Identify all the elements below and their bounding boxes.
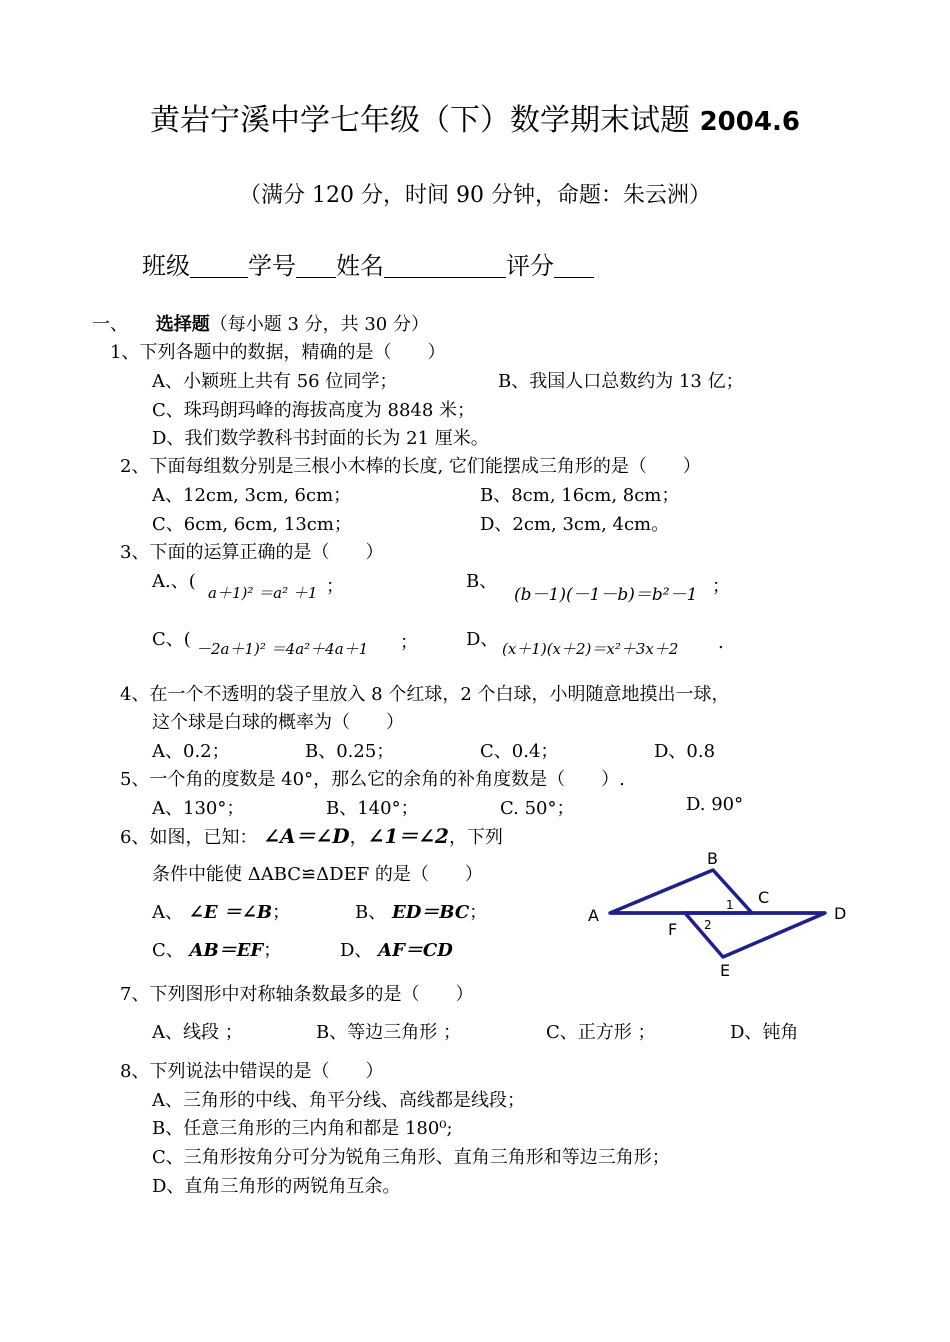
section-note: （每小题 3 分，共 30 分） [209,314,429,335]
q3-stem: 3、下面的运算正确的是（ ） [120,542,384,563]
q4-stem: 4、在一个不透明的袋子里放入 8 个红球，2 个白球，小明随意地摸出一球， [120,684,730,705]
title-year: 2004.6 [699,107,800,137]
q5-stem: 5、一个角的度数是 40°，那么它的余角的补角度数是（ ）. [120,769,625,790]
q3-option-a-label: A.、( [152,571,196,592]
q5-option-d: D. 90° [686,794,744,815]
number-label: 学号 [248,252,296,280]
name-label: 姓名 [336,252,384,280]
q6-stem [120,820,503,849]
q1-option-a: A、小颖班上共有 56 位同学； [152,371,398,392]
q6-option-a-label: A、 [152,902,183,923]
q8-stem: 8、下列说法中错误的是（ ） [120,1061,384,1082]
section-heading [92,310,429,336]
q6-option-b [355,898,487,924]
q3-option-c-formula: －2a＋1)² ＝4a²＋4a＋1 [196,640,369,658]
q3-option-d-label: D、 [466,629,499,650]
point-b-label: B [707,849,718,868]
q3-option-b-formula: (b－1)(－1－b)＝b²－1 [514,585,698,605]
q3-option-c-label: C、( [152,629,191,650]
q2-option-c: C、6cm, 6cm, 13cm； [152,514,352,535]
q1-option-c: C、珠玛朗玛峰的海拔高度为 8848 米； [152,400,476,421]
q1-stem: 1、下列各题中的数据，精确的是（ ） [110,342,446,363]
q6-option-d [340,936,453,962]
point-d-label: D [834,904,847,923]
point-e-label: E [720,961,731,980]
q1-option-d: D、我们数学教科书封面的长为 21 厘米。 [152,428,489,449]
q7-option-d: D、钝角 [730,1022,799,1043]
angle-1-label: 1 [726,898,734,912]
q3-option-b-label: B、 [466,571,498,592]
q6-option-a-semi: ； [272,902,291,923]
point-a-label: A [588,906,599,925]
student-info-line [142,246,594,281]
page-title [0,95,950,139]
q3-option-a-semi: ； [326,576,344,597]
q4-stem-continued: 这个球是白球的概率为（ ） [152,712,404,733]
q3-option-b-semi: ； [712,576,730,597]
q5-option-b: B、140°； [326,798,419,819]
q2-stem: 2、下面每组数分别是三根小木棒的长度, 它们能摆成三角形的是（ ） [120,456,701,477]
title-text: 黄岩宁溪中学七年级（下）数学期末试题 [150,103,691,138]
q6-option-b-semi: ； [469,902,488,923]
q5-option-c: C. 50°； [500,798,575,819]
class-blank[interactable] [190,253,248,278]
q7-option-b: B、等边三角形 ； [316,1022,461,1043]
q2-option-b: B、8cm, 16cm, 8cm； [480,485,680,506]
q8-option-a: A、三角形的中线、角平分线、高线都是线段； [152,1090,525,1111]
q2-option-a: A、12cm, 3cm, 6cm； [152,485,352,506]
q2-option-d: D、2cm, 3cm, 4cm。 [480,514,670,535]
q4-option-d: D、0.8 [654,741,716,762]
q7-stem: 7、下列图形中对称轴条数最多的是（ ） [120,984,474,1005]
q5-option-a: A、130°； [152,798,245,819]
q3-option-a-formula: a＋1)² ＝a² ＋1 [208,584,318,602]
class-label: 班级 [142,252,190,280]
q4-option-a: A、0.2； [152,741,230,762]
name-blank[interactable] [384,253,506,278]
q8-option-c: C、三角形按角分可分为锐角三角形、直角三角形和等边三角形； [152,1147,670,1168]
score-label: 评分 [506,252,554,280]
number-blank[interactable] [296,253,336,278]
section-number: 一、 [92,314,128,335]
section-name: 选择题 [155,314,210,335]
q6-stem-post: ，下列 [448,827,503,848]
q6-option-c-label: C、 [152,940,184,961]
q8-option-b: B、任意三角形的三内角和都是 180⁰; [152,1118,453,1139]
q7-option-a: A、线段 ； [152,1022,243,1043]
q4-option-c: C、0.4； [480,741,559,762]
q8-option-d: D、直角三角形的两锐角互余。 [152,1176,401,1197]
q6-option-d-formula: AF＝CD [378,940,453,961]
q3-option-c-semi: ； [400,632,418,653]
q3-option-d-dot: . [718,632,724,653]
score-blank[interactable] [554,253,594,278]
q6-option-a-formula: ∠E ＝∠B [188,902,273,923]
q6-option-b-formula: ED＝BC [391,902,470,923]
q6-condition-1: ∠A＝∠D [263,824,350,848]
subtitle: （满分 120 分，时间 90 分钟，命题：朱云洲） [239,183,711,208]
q1-option-b: B、我国人口总数约为 13 亿； [498,371,744,392]
q6-option-c-semi: ； [263,940,282,961]
q6-option-c-formula: AB＝EF [189,940,264,961]
q6-figure [580,845,860,985]
point-f-label: F [668,920,678,939]
q4-option-b: B、0.25； [305,741,395,762]
q3-option-d-formula: (x＋1)(x＋2)＝x²＋3x＋2 [502,640,679,658]
q7-option-c: C、正方形 ； [546,1022,656,1043]
q6-stem-continued: 条件中能使 ΔABC≌ΔDEF 的是（ ） [152,864,483,885]
point-c-label: C [758,888,770,907]
q6-option-c [152,936,281,962]
angle-2-label: 2 [704,918,712,932]
q6-comma: ， [349,827,368,848]
q6-option-b-label: B、 [355,902,387,923]
q6-option-a [152,898,290,924]
q6-condition-2: ∠1＝∠2 [367,824,449,848]
q6-stem-pre: 6、如图，已知： [120,827,258,848]
q6-option-d-label: D、 [340,940,373,961]
